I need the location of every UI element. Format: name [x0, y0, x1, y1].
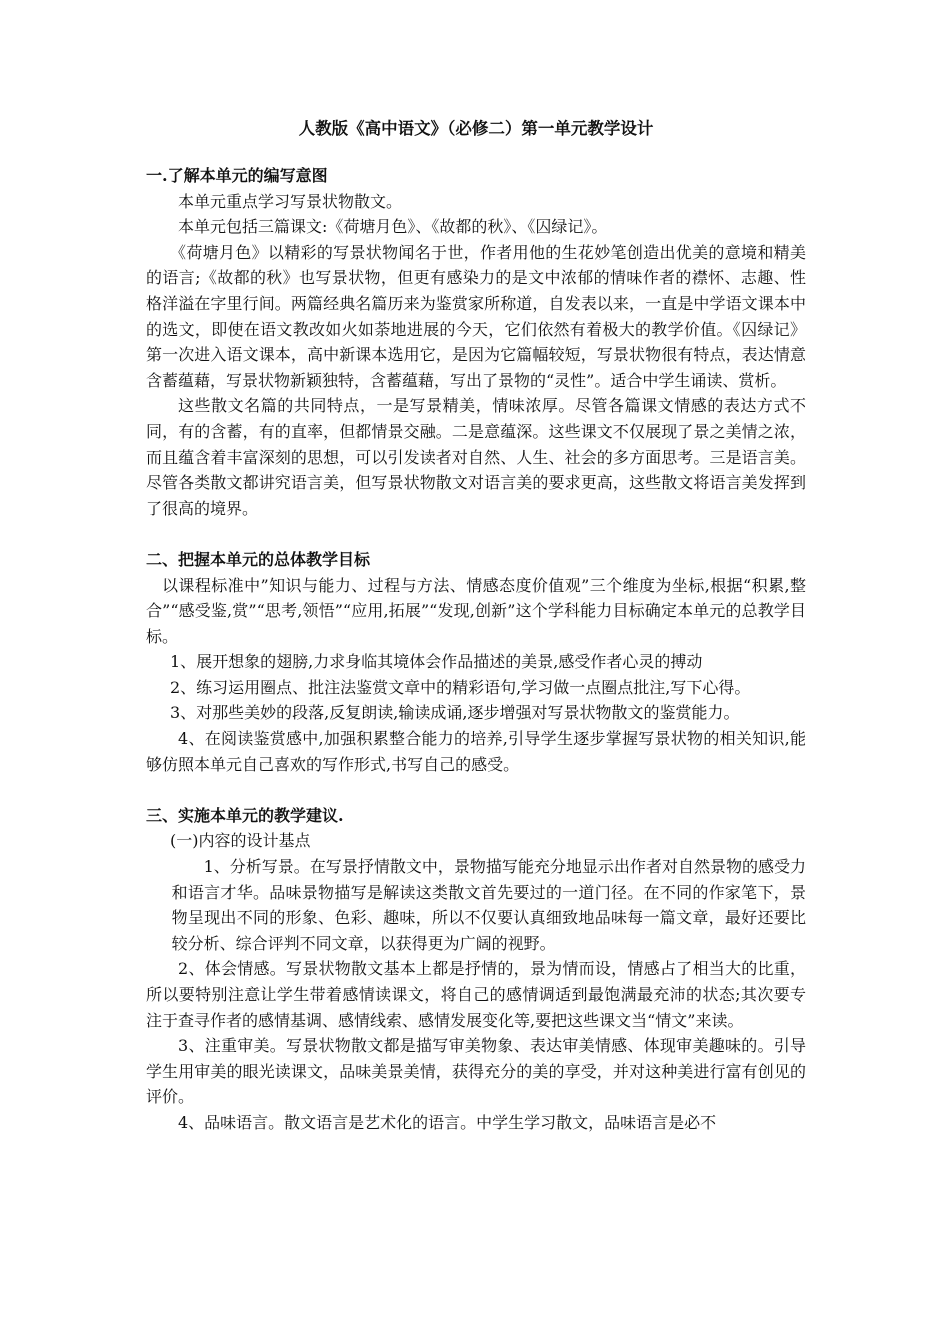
section2-goal-1: 1、展开想象的翅膀,力求身临其境体会作品描述的美景,感受作者心灵的搏动 [170, 652, 703, 672]
section3-subheading: (一)内容的设计基点 [170, 831, 311, 851]
section2-paragraph-1: 以课程标准中”知识与能力、过程与方法、情感态度价值观”三个维度为坐标,根据“积累,整合”“感受鉴,赏”“思考,领悟”“应用,拓展”“发现,创新”这个学科能力目标确定本单元的总教学目标。 [146, 575, 806, 646]
section1-paragraph-1: 本单元重点学习写景状物散文。 [178, 191, 403, 211]
section3-item-1: 1、分析写景。在写景抒情散文中，景物描写能充分地显示出作者对自然景物的感受力和语言才华。品味景物描写是解读这类散文首先要过的一道门径。在不同的作家笔下，景物呈现出不同的形象、色彩、趣味，所以不仅要认真细致地品味每一篇文章，最好还要比较分析、综合评判不同文章，以获得更为广阔的视野。 [171, 857, 806, 953]
section1-heading: 一.了解本单元的编写意图 [146, 166, 328, 185]
section3-heading: 三、实施本单元的教学建议. [146, 805, 344, 825]
section3-item-2: 2、体会情感。写景状物散文基本上都是抒情的，景为情而设，情感占了相当大的比重，所以要特别注意让学生带着感情读课文，将自己的感情调适到最饱满最充沛的状态;其次要专注于查寻作者的感情基调、感情线索、感情发展变化等,要把这些课文当“情文”来读。 [146, 959, 806, 1030]
document-title: 人教版《高中语文》（必修二）第一单元教学设计 [298, 119, 654, 138]
spacer [146, 777, 806, 803]
spacer [146, 521, 806, 547]
section1-paragraph-3: 《荷塘月色》以精彩的写景状物闻名于世，作者用他的生花妙笔创造出优美的意境和精美的语言;《故都的秋》也写景状物，但更有感染力的是文中浓郁的情味作者的襟怀、志趣、性格洋溢在字里行间。两篇经典名篇历来为鉴赏家所称道，自发表以来，一直是中学语文课本中的选文，即使在语文教改如火如荼地进展的今天，它们依然有着极大的教学价值。《囚绿记》第一次进入语文课本，高中新课本选用它，是因为它篇幅较短，写景状物很有特点，表达情意含蓄蕴藉，写景状物新颖独特，含蓄蕴藉，写出了景物的“灵性”。适合中学生诵读、赏析。 [146, 242, 806, 390]
section3-item-3: 3、注重审美。写景状物散文都是描写审美物象、表达审美情感、体现审美趣味的。引导学生用审美的眼光读课文，品味美景美情，获得充分的美的享受，并对这种美进行富有创见的评价。 [146, 1036, 806, 1107]
section2-goal-4: 4、在阅读鉴赏感中,加强积累整合能力的培养,引导学生逐步掌握写景状物的相关知识,能够仿照本单元自己喜欢的写作形式,书写自己的感受。 [146, 729, 806, 774]
section3-item-4: 4、品味语言。散文语言是艺术化的语言。中学生学习散文，品味语言是必不 [178, 1112, 717, 1132]
section2-goal-3: 3、对那些美妙的段落,反复朗读,输读成诵,逐步增强对写景状物散文的鉴赏能力。 [170, 703, 740, 723]
section2-goal-2: 2、练习运用圈点、批注法鉴赏文章中的精彩语句,学习做一点圈点批注,写下心得。 [170, 677, 751, 697]
document-page [146, 116, 806, 1136]
section2-heading: 二、把握本单元的总体教学目标 [146, 549, 371, 569]
section1-paragraph-2: 本单元包括三篇课文:《荷塘月色》、《故都的秋》、《囚绿记》。 [178, 217, 608, 237]
section1-paragraph-4: 这些散文名篇的共同特点，一是写景精美，情味浓厚。尽管各篇课文情感的表达方式不同，有的含蓄，有的直率，但都情景交融。二是意蕴深。这些课文不仅展现了景之美情之浓，而且蕴含着丰富深刻的思想，可以引发读者对自然、人生、社会的多方面思考。三是语言美。尽管各类散文都讲究语言美，但写景状物散文对语言美的要求更高，这些散文将语言美发挥到了很高的境界。 [146, 396, 806, 518]
